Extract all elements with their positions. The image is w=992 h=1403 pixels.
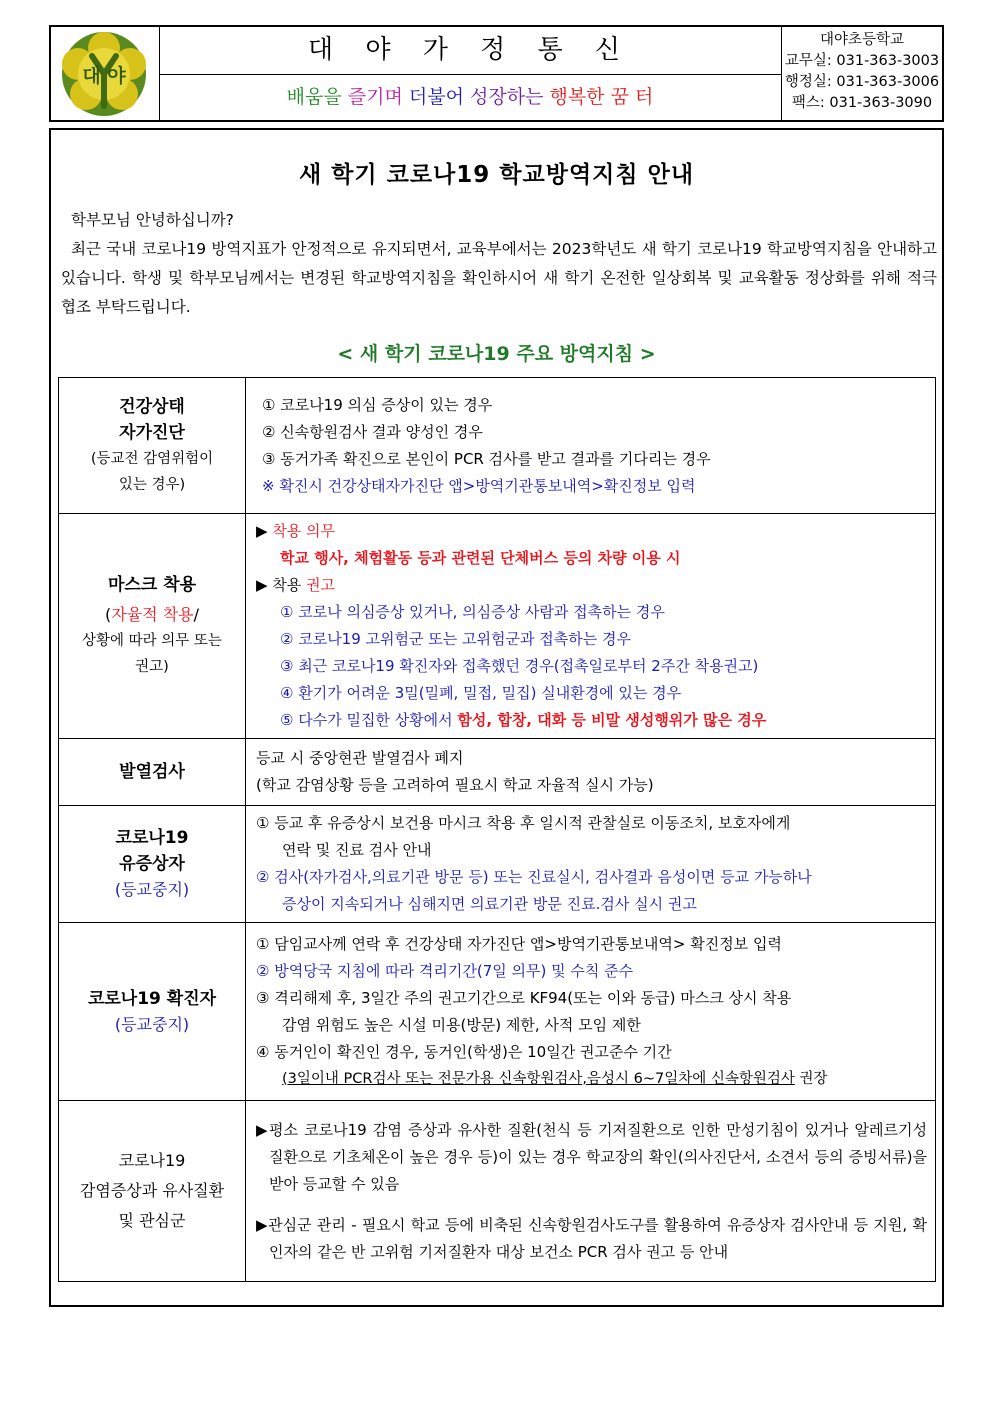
arrow-icon: ▶ 착용 [256, 576, 307, 594]
row-label-health [59, 378, 246, 514]
logo-text: 대 야 [82, 65, 126, 87]
slash: / [193, 605, 199, 624]
label-note: 있는 경우) [118, 476, 186, 493]
label-note: (등교중지) [114, 880, 190, 899]
list-item: ② 신속항원검사 결과 양성인 경우 [262, 422, 483, 441]
recommend-label: 권고 [306, 576, 336, 594]
label-note: (등교중지) [114, 1014, 190, 1034]
list-item-cont: 증상이 지속되거나 심해지면 의료기관 방문 진료.검사 실시 권고 [282, 895, 697, 913]
label-text: 및 관심군 [118, 1211, 186, 1230]
list-item: ① 담임교사께 연락 후 건강상태 자가진단 앱>방역기관통보내역> 확진정보 입력 [256, 934, 782, 953]
label-note [63, 602, 241, 628]
table-row [59, 923, 936, 1101]
label-text: 건강상태 [119, 396, 185, 417]
doc-title: 새 학기 코로나19 학교방역지침 안내 [298, 162, 695, 188]
list-item: ① 코로나19 의심 증상이 있는 경우 [262, 395, 493, 414]
intro-text [61, 206, 937, 322]
recommend-heading [256, 572, 927, 599]
row-content-confirmed [246, 923, 936, 1101]
table-row [59, 739, 936, 806]
label-text: 감염증상과 유사질환 [79, 1181, 225, 1200]
label-note: (등교전 감염위험이 [90, 450, 214, 467]
row-content-fever [246, 739, 936, 806]
label-text: 자가진단 [119, 422, 185, 443]
list-item: ③ 동거가족 확진으로 본인이 PCR 검사를 받고 결과를 기다리는 경우 [262, 449, 711, 468]
similar-paragraph: ▶관심군 관리 - 필요시 학교 등에 비축된 신속항원검사도구를 활용하여 유증상자 검사안내 등 지원, 확인자의 같은 반 고위험 기저질환자 대상 보건소 PCR 검사 권고 등 안내 [256, 1215, 927, 1261]
fever-line: 등교 시 중앙현관 발열검사 폐지 [256, 749, 464, 767]
label-text: 코로나19 [118, 1151, 186, 1170]
list-item: ② 방역당국 지침에 따라 격리기간(7일 의무) 및 수칙 준수 [256, 961, 634, 980]
motto-word: 성장하는 [470, 86, 544, 108]
phone-academic: 교무실: 031-363-3003 [784, 53, 940, 69]
motto-word: 더불어 [408, 86, 464, 108]
motto-word: 즐기며 [347, 86, 403, 108]
label-text: 마스크 착용 [107, 575, 197, 595]
table-row [59, 806, 936, 923]
duty-label: 착용 의무 [272, 522, 336, 540]
list-item: ③ 격리해제 후, 3일간 주의 권고기간으로 KF94(또는 이와 동급) 마스크 상시 착용 [256, 988, 792, 1007]
list-item [256, 707, 927, 734]
label-note: 권고) [135, 659, 169, 675]
item-text: ⑤ 다수가 밀집한 상황에서 [280, 711, 458, 729]
list-item: ④ 동거인이 확진인 경우, 동거인(학생)은 10일간 권고준수 기간 [256, 1042, 672, 1061]
list-item-cont: 감염 위험도 높은 시설 미용(방문) 제한, 사적 모임 제한 [282, 1015, 641, 1034]
guideline-table [58, 377, 936, 1282]
item-text: 권장 [794, 1070, 828, 1087]
health-note: ※ 확진시 건강상태자가진단 앱>방역기관통보내역>확진정보 입력 [262, 476, 696, 495]
paren: ( [104, 605, 112, 624]
school-logo [51, 27, 160, 120]
row-label-mask [59, 514, 246, 739]
arrow-icon: ▶ [256, 522, 273, 540]
underlined-text: (3일이내 PCR검사 또는 전문가용 신속항원검사,음성시 6~7일차에 신속항원검사 [282, 1070, 795, 1087]
intro-greeting: 학부모님 안녕하십니까? [71, 211, 234, 229]
list-item-cont [256, 1066, 927, 1093]
voluntary-label: 자율적 착용 [111, 605, 194, 624]
row-label-similar [59, 1101, 246, 1282]
label-text: 유증상자 [119, 854, 185, 874]
motto-word: 배움을 [286, 86, 342, 108]
item-highlight: 함성, 합창, 대화 등 비말 생성행위가 많은 경우 [457, 711, 767, 729]
label-note: 상황에 따라 의무 또는 [82, 633, 222, 649]
list-item: ② 검사(자가검사,의료기관 방문 등) 또는 진료실시, 검사결과 음성이면 등교 가능하나 [256, 868, 812, 886]
logo-emblem-icon [58, 30, 150, 118]
table-row [59, 514, 936, 739]
list-item: ④ 환기가 어려운 3밀(밀폐, 밀접, 밀집) 실내환경에 있는 경우 [280, 684, 682, 702]
row-content-mask [246, 514, 936, 739]
row-label-confirmed [59, 923, 246, 1101]
list-item: ② 코로나19 고위험군 또는 고위험군과 접촉하는 경우 [280, 630, 631, 648]
fever-line: (학교 감염상황 등을 고려하여 필요시 학교 자율적 실시 가능) [256, 776, 654, 794]
fax-number: 팩스: 031-363-3090 [791, 95, 933, 111]
similar-paragraph: ▶평소 코로나19 감염 증상과 유사한 질환(천식 등 기저질환으로 인한 만성기침이 있거나 알레르기성 질환으로 기초체온이 높은 경우 등)이 있는 경우 학교장의 확인(의사진단서, 소견서 등의 증빙서류)을 받아 등교할 수 있음 [256, 1120, 927, 1193]
intro-body: 최근 국내 코로나19 방역지표가 안정적으로 유지되면서, 교육부에서는 2023학년도 새 학기 코로나19 학교방역지침을 안내하고 있습니다. 학생 및 학부모님께서는 변경된 학교방역지침을 확인하시어 새 학기 온전한 일상회복 및 교육활동 정상화를 위해 적극 협조 부탁드립니다. [61, 240, 937, 316]
section-subtitle: < 새 학기 코로나19 주요 방역지침 > [337, 343, 656, 365]
label-text: 발열검사 [119, 762, 185, 782]
newsletter-title: 대 야 가 정 통 신 [159, 27, 781, 75]
label-text: 코로나19 확진자 [87, 988, 217, 1009]
table-row [59, 1101, 936, 1282]
contact-info [781, 27, 942, 120]
school-name: 대야초등학교 [819, 32, 905, 48]
list-item: ③ 최근 코로나19 확진자와 접촉했던 경우(접촉일로부터 2주간 착용권고) [280, 657, 759, 675]
row-label-fever [59, 739, 246, 806]
list-item: ① 등교 후 유증상시 보건용 마시크 착용 후 일시적 관찰실로 이동조치, 보호자에게 [256, 814, 791, 832]
label-text: 코로나19 [115, 828, 189, 848]
notice-body [49, 128, 944, 1307]
duty-text: 학교 행사, 체험활동 등과 관련된 단체버스 등의 차량 이용 시 [280, 549, 681, 567]
list-item-cont: 연락 및 진료 검사 안내 [282, 841, 432, 859]
school-motto [159, 75, 781, 120]
table-row [59, 378, 936, 514]
duty-heading [256, 518, 927, 545]
row-content-health [246, 378, 936, 514]
motto-word: 행복한 꿈 터 [549, 86, 654, 108]
row-label-symptom [59, 806, 246, 923]
phone-admin: 행정실: 031-363-3006 [784, 74, 940, 90]
row-content-similar [246, 1101, 936, 1282]
row-content-symptom [246, 806, 936, 923]
list-item: ① 코로나 의심증상 있거나, 의심증상 사람과 접촉하는 경우 [280, 603, 665, 621]
header-box [49, 25, 944, 122]
